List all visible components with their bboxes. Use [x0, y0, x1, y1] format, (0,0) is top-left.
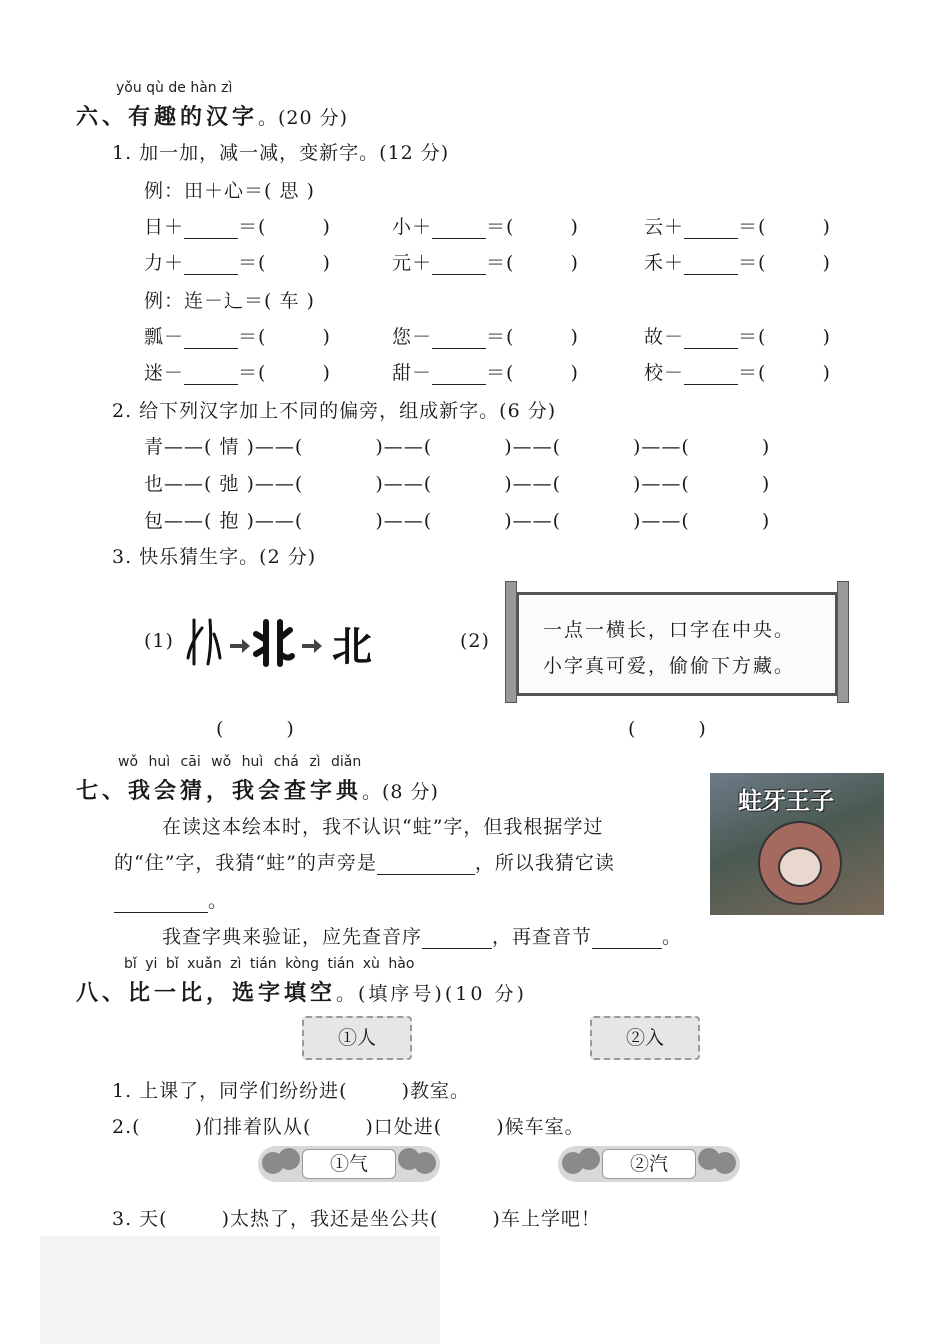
sub-term: 甜－ — [392, 362, 433, 384]
cloud-puff — [698, 1148, 720, 1170]
add-item: 力＋ ＝( ) — [144, 252, 331, 274]
add-item: 小＋ ＝( ) — [392, 216, 579, 238]
character-evolution-graphic — [184, 614, 394, 670]
example-char: 弛 — [219, 473, 240, 495]
s7-line-4a: 我查字典来验证，应先查音序 — [162, 926, 423, 948]
section6-pinyin: yǒu qù de hàn zì — [116, 80, 233, 96]
add-item: 云＋ ＝( ) — [644, 216, 831, 238]
bronze-glyph — [256, 622, 292, 664]
q3-part2-label: (2) — [460, 630, 490, 652]
option-cloud — [258, 1146, 440, 1182]
answer-blank[interactable] — [114, 892, 208, 913]
option-cloud — [558, 1146, 740, 1182]
add-term: 禾＋ — [644, 252, 685, 274]
s8-q1-a: 1. 上课了，同学们纷纷进( — [112, 1080, 348, 1102]
radical-row: 包——( 抱 )——( )——( )——( )——( ) — [144, 510, 771, 532]
answer-blank[interactable] — [432, 254, 486, 275]
s7-line-4 — [162, 922, 682, 949]
s7-line-2 — [114, 848, 615, 875]
s7-line-1: 在读这本绘本时，我不认识“蛀”字，但我根据学过 — [162, 816, 604, 838]
riddle-line-1: 一点一横长，口字在中央。 — [543, 619, 796, 641]
answer-blank[interactable] — [184, 254, 238, 275]
sub-item: 故－ ＝( ) — [644, 326, 831, 348]
answer-paren[interactable]: ( ) — [628, 718, 707, 740]
option-label: ①气 — [302, 1149, 396, 1179]
sub-item: 瓢－ ＝( ) — [144, 326, 331, 348]
s7-line-3-end: 。 — [208, 890, 229, 912]
section7-score: 。(8 分) — [362, 781, 439, 803]
riddle-line-2: 小字真可爱，偷偷下方藏。 — [543, 655, 796, 677]
cloud-puff — [278, 1148, 300, 1170]
add-item: 日＋ ＝( ) — [144, 216, 331, 238]
section7-pinyin: wǒ huì cāi wǒ huì chá zì diǎn — [118, 754, 362, 770]
answer-blank[interactable] — [684, 328, 738, 349]
riddle-scroll — [516, 592, 838, 696]
s8-q3 — [112, 1204, 601, 1231]
q1-example-sub: 例：连－辶＝( 车 ) — [144, 290, 315, 312]
answer-blank[interactable] — [684, 218, 738, 239]
answer-blank[interactable] — [377, 854, 475, 875]
q1-title: 1. 加一加，减一减，变新字。(12 分) — [112, 142, 450, 164]
section6-score: 。(20 分) — [258, 107, 349, 129]
answer-blank[interactable] — [184, 364, 238, 385]
s8-q1-b: )教室。 — [401, 1080, 471, 1102]
scroll-rod — [505, 581, 517, 703]
sub-item: 迷－ ＝( ) — [144, 362, 331, 384]
sub-item: 您－ ＝( ) — [392, 326, 579, 348]
add-term: 小＋ — [392, 216, 433, 238]
add-term: 元＋ — [392, 252, 433, 274]
option-label: ①人 — [302, 1016, 412, 1060]
s8-q3-a: 3. 天( — [112, 1208, 168, 1230]
radical-row: 青——( 情 )——( )——( )——( )——( ) — [144, 436, 771, 458]
s8-q2-c: )口处进( — [365, 1116, 443, 1138]
answer-blank[interactable] — [184, 218, 238, 239]
base-char: 包 — [144, 510, 165, 532]
s7-line-4c: 。 — [662, 926, 683, 948]
section6-title-text: 六、有趣的汉字 — [76, 105, 259, 130]
answer-blank[interactable] — [684, 254, 738, 275]
s7-line-2a: 的“住”字，我猜“蛀”的声旁是 — [114, 852, 377, 874]
sub-term: 瓢－ — [144, 326, 185, 348]
s7-line-3 — [114, 886, 228, 913]
sub-term: 故－ — [644, 326, 685, 348]
base-char: 青 — [144, 436, 165, 458]
s7-line-2b: ，所以我猜它读 — [474, 852, 615, 874]
option-label: ②入 — [590, 1016, 700, 1060]
option-label: ②汽 — [602, 1149, 696, 1179]
add-item: 禾＋ ＝( ) — [644, 252, 831, 274]
modern-char: 北 — [332, 624, 372, 670]
add-term: 日＋ — [144, 216, 185, 238]
picture-book-cover — [710, 773, 884, 915]
sub-item: 甜－ ＝( ) — [392, 362, 579, 384]
s8-q3-c: )车上学吧！ — [492, 1208, 601, 1230]
section8-pinyin: bǐ yi bǐ xuǎn zì tián kòng tián xù hào — [124, 956, 415, 972]
book-title: 蛀牙王子 — [738, 787, 834, 815]
arrow-right-icon — [302, 639, 322, 653]
add-term: 力＋ — [144, 252, 185, 274]
scroll-rod — [837, 581, 849, 703]
example-char: 情 — [219, 436, 240, 458]
s8-q2-b: )们排着队从( — [194, 1116, 312, 1138]
open-mouth — [778, 847, 822, 887]
answer-paren[interactable]: ( ) — [216, 718, 295, 740]
radical-row: 也——( 弛 )——( )——( )——( )——( ) — [144, 473, 771, 495]
s8-q1 — [112, 1076, 470, 1103]
s8-q2 — [112, 1112, 585, 1139]
s8-q2-a: 2.( — [112, 1116, 141, 1138]
q3-part1-label: (1) — [144, 630, 174, 652]
s7-line-4b: ，再查音节 — [492, 926, 593, 948]
cloud-puff — [398, 1148, 420, 1170]
s8-q3-b: )太热了，我还是坐公共( — [221, 1208, 439, 1230]
answer-blank[interactable] — [684, 364, 738, 385]
answer-blank[interactable] — [432, 328, 486, 349]
scan-shadow — [40, 1236, 440, 1344]
sub-term: 迷－ — [144, 362, 185, 384]
example-char: 抱 — [219, 510, 240, 532]
q1-example-add: 例：田＋心＝( 思 ) — [144, 180, 315, 202]
base-char: 也 — [144, 473, 165, 495]
answer-blank[interactable] — [184, 328, 238, 349]
arrow-right-icon — [230, 639, 250, 653]
sub-term: 您－ — [392, 326, 433, 348]
add-item: 元＋ ＝( ) — [392, 252, 579, 274]
oracle-bone-glyph — [188, 620, 220, 664]
answer-blank[interactable] — [432, 364, 486, 385]
section7-title — [76, 774, 439, 805]
answer-blank[interactable] — [592, 928, 662, 949]
s8-q2-d: )候车室。 — [496, 1116, 585, 1138]
q3-title: 3. 快乐猜生字。(2 分) — [112, 546, 317, 568]
answer-blank[interactable] — [432, 218, 486, 239]
cloud-puff — [578, 1148, 600, 1170]
q2-title: 2. 给下列汉字加上不同的偏旁，组成新字。(6 分) — [112, 400, 557, 422]
section8-score: 。(填序号)(10 分) — [336, 983, 527, 1005]
section8-title — [76, 976, 527, 1007]
sub-term: 校－ — [644, 362, 685, 384]
add-term: 云＋ — [644, 216, 685, 238]
sub-item: 校－ ＝( ) — [644, 362, 831, 384]
section8-title-text: 八、比一比，选字填空 — [76, 981, 337, 1006]
section7-title-text: 七、我会猜，我会查字典 — [76, 779, 363, 804]
section6-title — [76, 100, 348, 131]
answer-blank[interactable] — [422, 928, 492, 949]
